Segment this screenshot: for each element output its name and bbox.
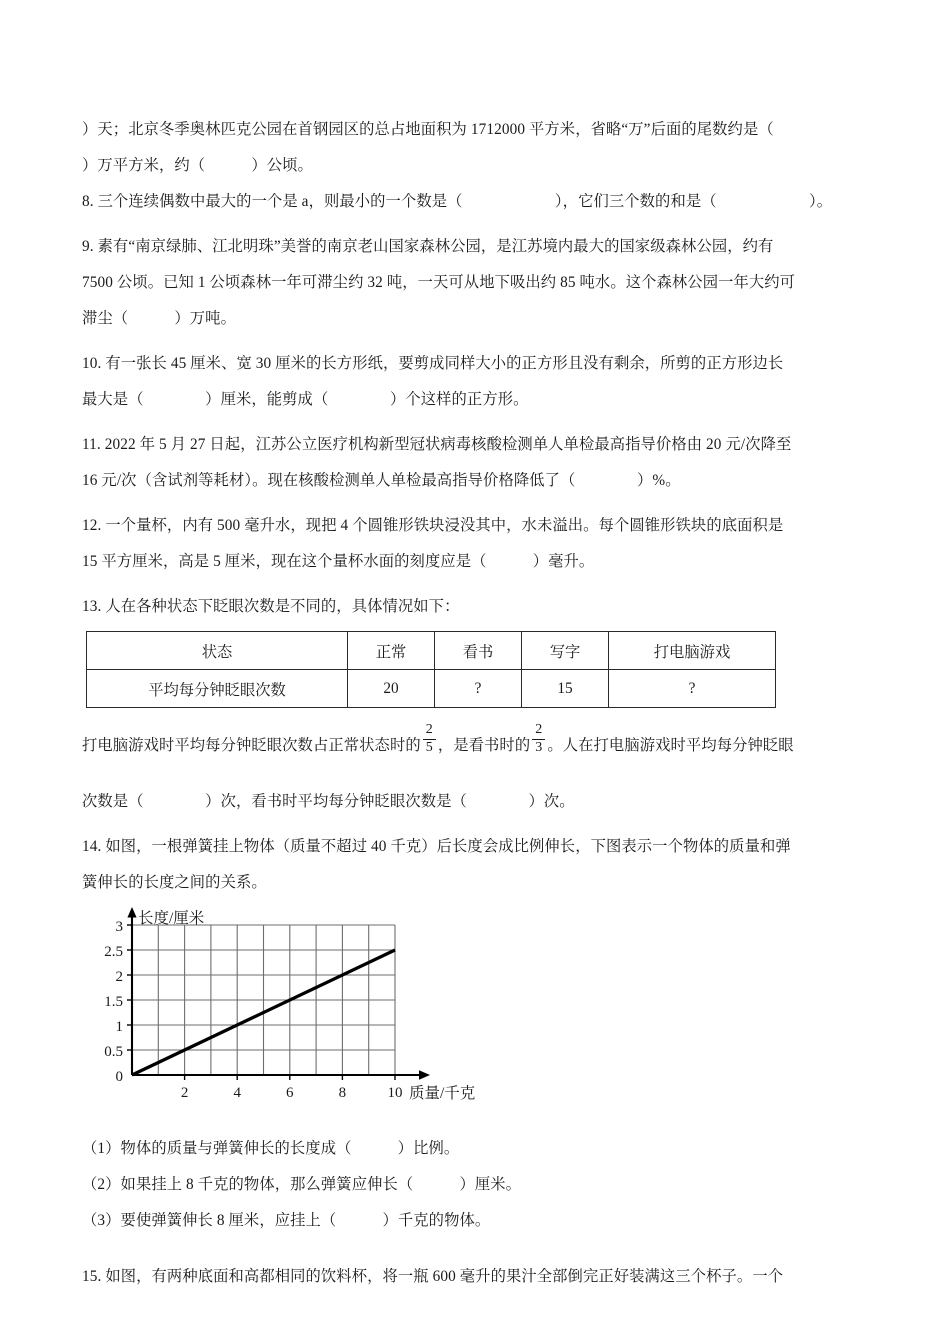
q11-line2: 16 元/次（含试剂等耗材）。现在核酸检测单人单检最高指导价格降低了（ ）%。 xyxy=(82,472,681,489)
chart-y-tick-labels xyxy=(104,919,123,1085)
q7-line2: ）万平方米，约（ ）公顷。 xyxy=(82,157,313,174)
chart-x-tick-labels xyxy=(181,1085,403,1101)
spacer xyxy=(82,820,872,829)
ytick-label-0.5: 0.5 xyxy=(104,1044,123,1060)
spacer xyxy=(82,499,872,508)
chart-x-axis-title: 质量/千克 xyxy=(409,1085,476,1102)
q14-line2: 簧伸长的长度之间的关系。 xyxy=(82,874,267,891)
question-11 xyxy=(82,427,872,499)
question-14-sub-3: （3）要使弹簧伸长 8 厘米，应挂上（ ）千克的物体。 xyxy=(82,1212,491,1229)
table-header-read: 看书 xyxy=(435,632,522,670)
question-9 xyxy=(82,229,872,337)
table-row xyxy=(87,670,776,708)
table-header-game: 打电脑游戏 xyxy=(609,632,776,670)
q10-line2: 最大是（ ）厘米，能剪成（ ）个这样的正方形。 xyxy=(82,391,529,408)
ytick-label-2: 2 xyxy=(115,969,123,985)
q11-line1: 11. 2022 年 5 月 27 日起，江苏公立医疗机构新型冠状病毒核酸检测单人单检最高指导价格由 20 元/次降至 xyxy=(82,436,792,453)
ytick-label-0: 0 xyxy=(115,1069,123,1085)
q12-line1: 12. 一个量杯，内有 500 毫升水，现把 4 个圆锥形铁块浸没其中，水未溢出。每个圆锥形铁块的底面积是 xyxy=(82,517,784,534)
fraction-denominator: 3 xyxy=(535,739,543,755)
q9-line3: 滞尘（ ）万吨。 xyxy=(82,310,236,327)
xtick-label-2: 2 xyxy=(180,1085,189,1101)
spacer xyxy=(82,1122,872,1131)
question-14-sub-2: （2）如果挂上 8 千克的物体，那么弹簧应伸长（ ）厘米。 xyxy=(82,1176,522,1193)
table-cell-game: ? xyxy=(609,670,776,708)
question-14-sub-1: （1）物体的质量与弹簧伸长的长度成（ ）比例。 xyxy=(82,1140,460,1157)
spacer xyxy=(82,708,872,723)
q13-text-b: ，是看书时的 xyxy=(437,737,531,754)
question-13-blanks: 次数是（ ）次，看书时平均每分钟眨眼次数是（ ）次。 xyxy=(82,793,575,810)
question-13-body xyxy=(82,723,872,769)
chart-gridlines xyxy=(132,925,395,1075)
xtick-label-10: 10 xyxy=(387,1085,403,1101)
fraction-numerator: 2 xyxy=(423,723,436,740)
question-7-continuation xyxy=(82,112,872,184)
fraction-two-fifths xyxy=(423,723,436,755)
question-13-intro: 13. 人在各种状态下眨眼次数是不同的，具体情况如下： xyxy=(82,598,460,615)
table-cell-write: 15 xyxy=(522,670,609,708)
q14-line1: 14. 如图，一根弹簧挂上物体（质量不超过 40 千克）后长度会成比例伸长，下图表示一个物体的质量和弹 xyxy=(82,838,791,855)
spacer xyxy=(82,418,872,427)
table-cell-normal: 20 xyxy=(348,670,435,708)
table-header-write: 写字 xyxy=(522,632,609,670)
ytick-label-2.5: 2.5 xyxy=(104,944,123,960)
chart-y-axis-title: 长度/厘米 xyxy=(138,910,205,927)
x-axis-arrowhead xyxy=(419,1070,430,1080)
chart-svg xyxy=(100,907,560,1122)
q13-text-a: 打电脑游戏时平均每分钟眨眼次数占正常状态时的 xyxy=(82,737,421,754)
xtick-label-4: 4 xyxy=(233,1085,241,1101)
q9-line2: 7500 公顷。已知 1 公顷森林一年可滞尘约 32 吨，一天可从地下吸出约 85 吨水。这个森林公园一年大约可 xyxy=(82,274,796,291)
spacer xyxy=(82,337,872,346)
q9-line1: 9. 素有“南京绿肺、江北明珠”美誉的南京老山国家森林公园，是江苏境内最大的国家级森林公园，约有 xyxy=(82,238,774,255)
fraction-two-thirds xyxy=(532,723,545,755)
y-axis-arrowhead xyxy=(127,907,136,918)
fraction-numerator: 2 xyxy=(532,723,545,740)
q10-line1: 10. 有一张长 45 厘米、宽 30 厘米的长方形纸，要剪成同样大小的正方形且没有剩余，所剪的正方形边长 xyxy=(82,355,784,372)
question-10 xyxy=(82,346,872,418)
question-15: 15. 如图，有两种底面和高都相同的饮料杯，将一瓶 600 毫升的果汁全部倒完正好装满这三个杯子。一个 xyxy=(82,1268,784,1285)
spacer xyxy=(82,220,872,229)
ytick-label-1.5: 1.5 xyxy=(104,994,123,1010)
spacer xyxy=(82,580,872,589)
ytick-label-1: 1 xyxy=(115,1019,123,1035)
table-cell-read: ? xyxy=(435,670,522,708)
question-8: 8. 三个连续偶数中最大的一个是 a，则最小的一个数是（ ），它们三个数的和是（ ）。 xyxy=(82,193,833,210)
xtick-label-6: 6 xyxy=(286,1085,294,1101)
table-header-state: 状态 xyxy=(87,632,348,670)
q7-line1: ）天；北京冬季奥林匹克公园在首钢园区的总占地面积为 1712000 平方米，省略“万”后面的尾数约是（ xyxy=(82,121,774,138)
table-header-row xyxy=(87,632,776,670)
q12-line2: 15 平方厘米，高是 5 厘米，现在这个量杯水面的刻度应是（ ）毫升。 xyxy=(82,553,595,570)
blink-frequency-table xyxy=(86,631,776,708)
ytick-label-3: 3 xyxy=(115,919,123,935)
question-12 xyxy=(82,508,872,580)
spacer xyxy=(82,1239,872,1259)
spacer xyxy=(82,769,872,784)
q13-text-c: 。人在打电脑游戏时平均每分钟眨眼 xyxy=(547,737,794,754)
spring-extension-chart xyxy=(100,907,560,1122)
table-row-label: 平均每分钟眨眼次数 xyxy=(87,670,348,708)
xtick-label-8: 8 xyxy=(338,1085,347,1101)
question-14 xyxy=(82,829,872,901)
fraction-denominator: 5 xyxy=(425,739,433,755)
table-header-normal: 正常 xyxy=(348,632,435,670)
